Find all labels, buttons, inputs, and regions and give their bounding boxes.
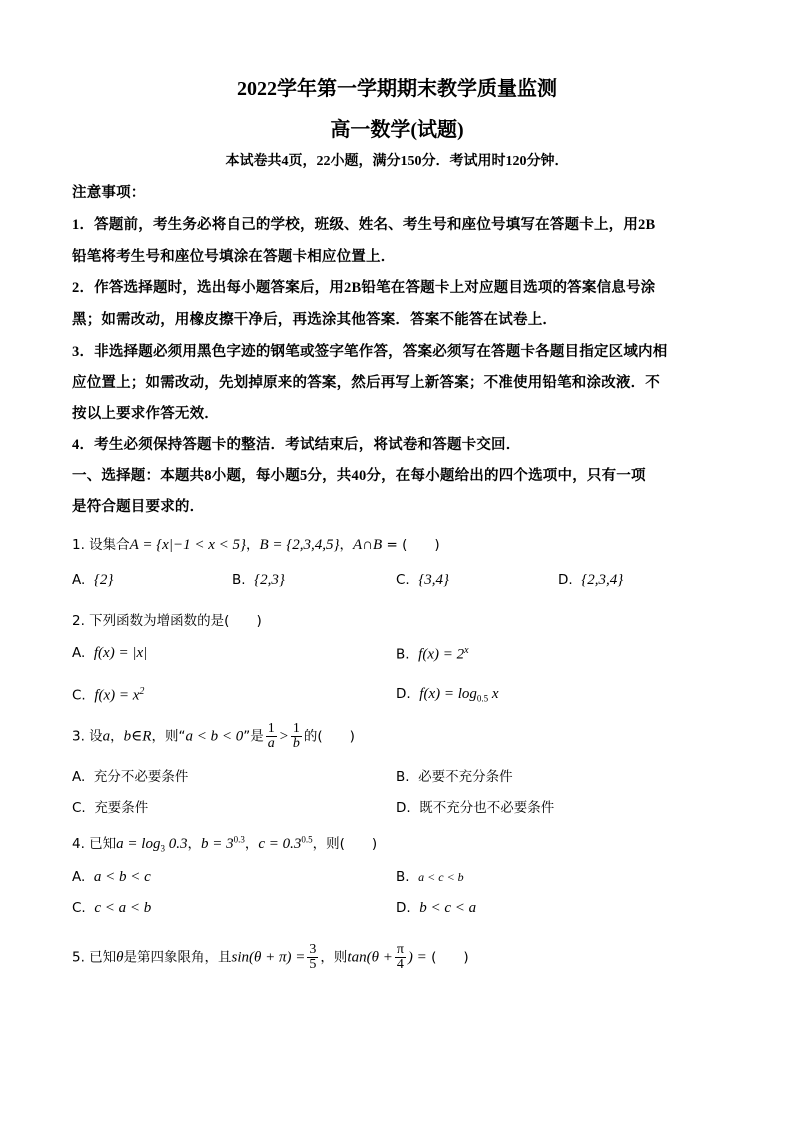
option-text: b < c < a xyxy=(419,900,477,916)
fraction-numerator: 1 xyxy=(292,721,300,736)
q5-prefix: 5. 已知 xyxy=(72,949,117,966)
option-letter: D. xyxy=(396,686,411,702)
q1-sep: ， xyxy=(246,537,260,553)
notice-line: 应位置上；如需改动，先划掉原来的答案，然后再写上新答案；不准使用铅笔和涂改液．不 xyxy=(72,375,660,391)
q3-fraction-1 xyxy=(266,722,277,751)
option-text: 充分不必要条件 xyxy=(93,769,189,785)
question-1 xyxy=(72,533,440,554)
option-text: c < a < b xyxy=(94,900,152,916)
q1-option-d xyxy=(558,572,623,589)
option-letter: D. xyxy=(396,900,411,916)
q5-fraction-2 xyxy=(395,943,406,972)
q4-a-log-base: 3 xyxy=(160,843,165,854)
section-heading-cont: 是符合题目要求的． xyxy=(72,499,205,515)
q1-sep2: ， xyxy=(339,537,354,553)
question-5 xyxy=(72,943,469,972)
option-text: a < c < b xyxy=(418,870,464,884)
notice-line: 4．考生必须保持答题卡的整洁．考试结束后，将试卷和答题卡交回． xyxy=(72,437,521,453)
notice-line: 黑；如需改动，用橡皮擦干净后，再选涂其他答案．答案不能答在试卷上． xyxy=(72,312,558,328)
q1-option-b xyxy=(232,572,285,589)
notice-line: 2．作答选择题时，选出每小题答案后，用2B铅笔在答题卡上对应题目选项的答案信息号涂 xyxy=(72,280,656,296)
q5-tan-expr: tan(θ + xyxy=(347,949,393,966)
q5-text: 是第四象限角，且 xyxy=(123,949,232,966)
option-subscript: 0.5 xyxy=(476,693,489,704)
q2-option-c xyxy=(72,686,144,705)
q4-option-a xyxy=(72,869,151,886)
q3-var-b: b∈R xyxy=(123,728,152,745)
option-text: f(x) = x xyxy=(94,687,140,704)
option-text: f(x) = 2 xyxy=(418,646,465,663)
option-letter: A. xyxy=(72,769,86,785)
q5-text2: ，则 xyxy=(320,949,348,966)
option-letter: B. xyxy=(396,646,410,663)
fraction-denominator: a xyxy=(267,736,275,751)
q3-prefix: 3. 设 xyxy=(72,728,103,745)
notice-heading: 注意事项： xyxy=(72,185,146,201)
option-text: {3,4} xyxy=(418,572,450,588)
q4-prefix: 4. 已知 xyxy=(72,836,117,852)
q1-prefix: 1. 设集合 xyxy=(72,537,130,553)
q3-suffix: 的( ) xyxy=(303,728,355,745)
option-letter: B. xyxy=(396,869,410,885)
fraction-numerator: 3 xyxy=(309,942,317,957)
exam-info: 本试卷共4页，22小题，满分150分．考试用时120分钟． xyxy=(225,154,569,169)
q4-b-def: b = 3 xyxy=(200,836,234,852)
fraction-numerator: π xyxy=(396,942,404,957)
q3-option-c xyxy=(72,796,148,816)
q4-sep: ， xyxy=(187,836,201,852)
q3-relation: > xyxy=(278,728,289,745)
option-text: 既不充分也不必要条件 xyxy=(419,800,555,816)
option-text: {2,3} xyxy=(254,572,285,588)
q4-c-def: c = 0.3 xyxy=(258,836,302,852)
q5-tan-close: ) = xyxy=(407,949,427,966)
option-letter: A. xyxy=(72,869,86,885)
option-letter: B. xyxy=(232,572,246,588)
option-letter: C. xyxy=(72,687,86,704)
q3-text: ，则“ xyxy=(151,728,186,745)
question-2: 2. 下列函数为增函数的是( ) xyxy=(72,613,262,629)
q1-suffix: = ( ) xyxy=(382,537,440,553)
q4-a-def: a = log xyxy=(116,836,161,852)
fraction-denominator: 4 xyxy=(396,957,404,972)
q1-option-c xyxy=(396,572,449,589)
q4-sep2: ， xyxy=(244,836,259,852)
q5-sin-expr: sin(θ + π) = xyxy=(231,949,306,966)
option-text: 必要不充分条件 xyxy=(418,769,513,785)
q4-a-arg: 0.3 xyxy=(164,836,188,852)
q4-b-exp: 0.3 xyxy=(233,834,245,845)
exam-subtitle: 高一数学(试题) xyxy=(330,119,464,141)
fraction-numerator: 1 xyxy=(267,721,275,736)
option-letter: D. xyxy=(558,572,573,588)
q4-suffix: ，则( ) xyxy=(312,836,378,852)
option-text: f(x) = log xyxy=(419,686,477,702)
q1-intersection: A∩B xyxy=(353,537,383,553)
q2-option-d xyxy=(396,686,499,704)
option-letter: D. xyxy=(396,800,411,816)
q5-suffix: ( ) xyxy=(426,949,469,966)
q3-option-b xyxy=(396,765,513,785)
q4-c-exp: 0.5 xyxy=(301,834,313,845)
option-letter: A. xyxy=(72,572,86,588)
q3-sep: ， xyxy=(110,728,124,745)
q3-option-d xyxy=(396,796,554,816)
option-superscript: 2 xyxy=(139,686,145,697)
exam-title: 2022学年第一学期期末教学质量监测 xyxy=(237,78,557,100)
option-letter: C. xyxy=(72,800,86,816)
q4-option-d xyxy=(396,900,476,917)
q5-theta: θ xyxy=(116,949,124,966)
option-text: {2,3,4} xyxy=(581,572,624,588)
q4-option-b xyxy=(396,869,464,885)
question-3 xyxy=(72,722,355,751)
option-text: f(x) = |x| xyxy=(93,645,148,661)
notice-line: 按以上要求作答无效． xyxy=(72,406,219,422)
q3-fraction-2 xyxy=(291,722,302,751)
q1-set-a: A = {x|−1 < x < 5} xyxy=(129,537,246,553)
q3-option-a xyxy=(72,765,188,785)
q4-option-c xyxy=(72,900,151,917)
fraction-denominator: 5 xyxy=(309,957,317,972)
option-letter: B. xyxy=(396,769,410,785)
option-text: {2} xyxy=(93,572,114,588)
fraction-denominator: b xyxy=(292,736,300,751)
notice-line: 1．答题前，考生务必将自己的学校，班级、姓名、考生号和座位号填写在答题卡上，用2B xyxy=(72,217,656,233)
option-letter: C. xyxy=(72,900,86,916)
q2-option-b xyxy=(396,645,469,664)
option-text: 充要条件 xyxy=(94,800,149,816)
q3-condition: a < b < 0 xyxy=(185,728,244,745)
option-letter: A. xyxy=(72,645,86,661)
section-heading: 一、选择题：本题共8小题，每小题5分，共40分，在每小题给出的四个选项中，只有一项 xyxy=(72,468,646,484)
q3-var-a: a xyxy=(102,728,111,745)
q3-text2: ”是 xyxy=(243,728,264,745)
notice-line: 3．非选择题必须用黑色字迹的钢笔或签字笔作答，答案必须写在答题卡各题目指定区域内相 xyxy=(72,344,668,360)
question-4 xyxy=(72,832,377,854)
q2-option-a xyxy=(72,645,147,662)
option-superscript: x xyxy=(464,645,469,656)
option-letter: C. xyxy=(396,572,410,588)
q1-set-b: B = {2,3,4,5} xyxy=(259,537,340,553)
notice-line: 铅笔将考生号和座位号填涂在答题卡相应位置上． xyxy=(72,249,396,265)
q5-fraction-1 xyxy=(307,943,318,972)
option-text-tail: x xyxy=(488,686,499,702)
option-text: a < b < c xyxy=(93,869,151,885)
q1-option-a xyxy=(72,572,113,589)
